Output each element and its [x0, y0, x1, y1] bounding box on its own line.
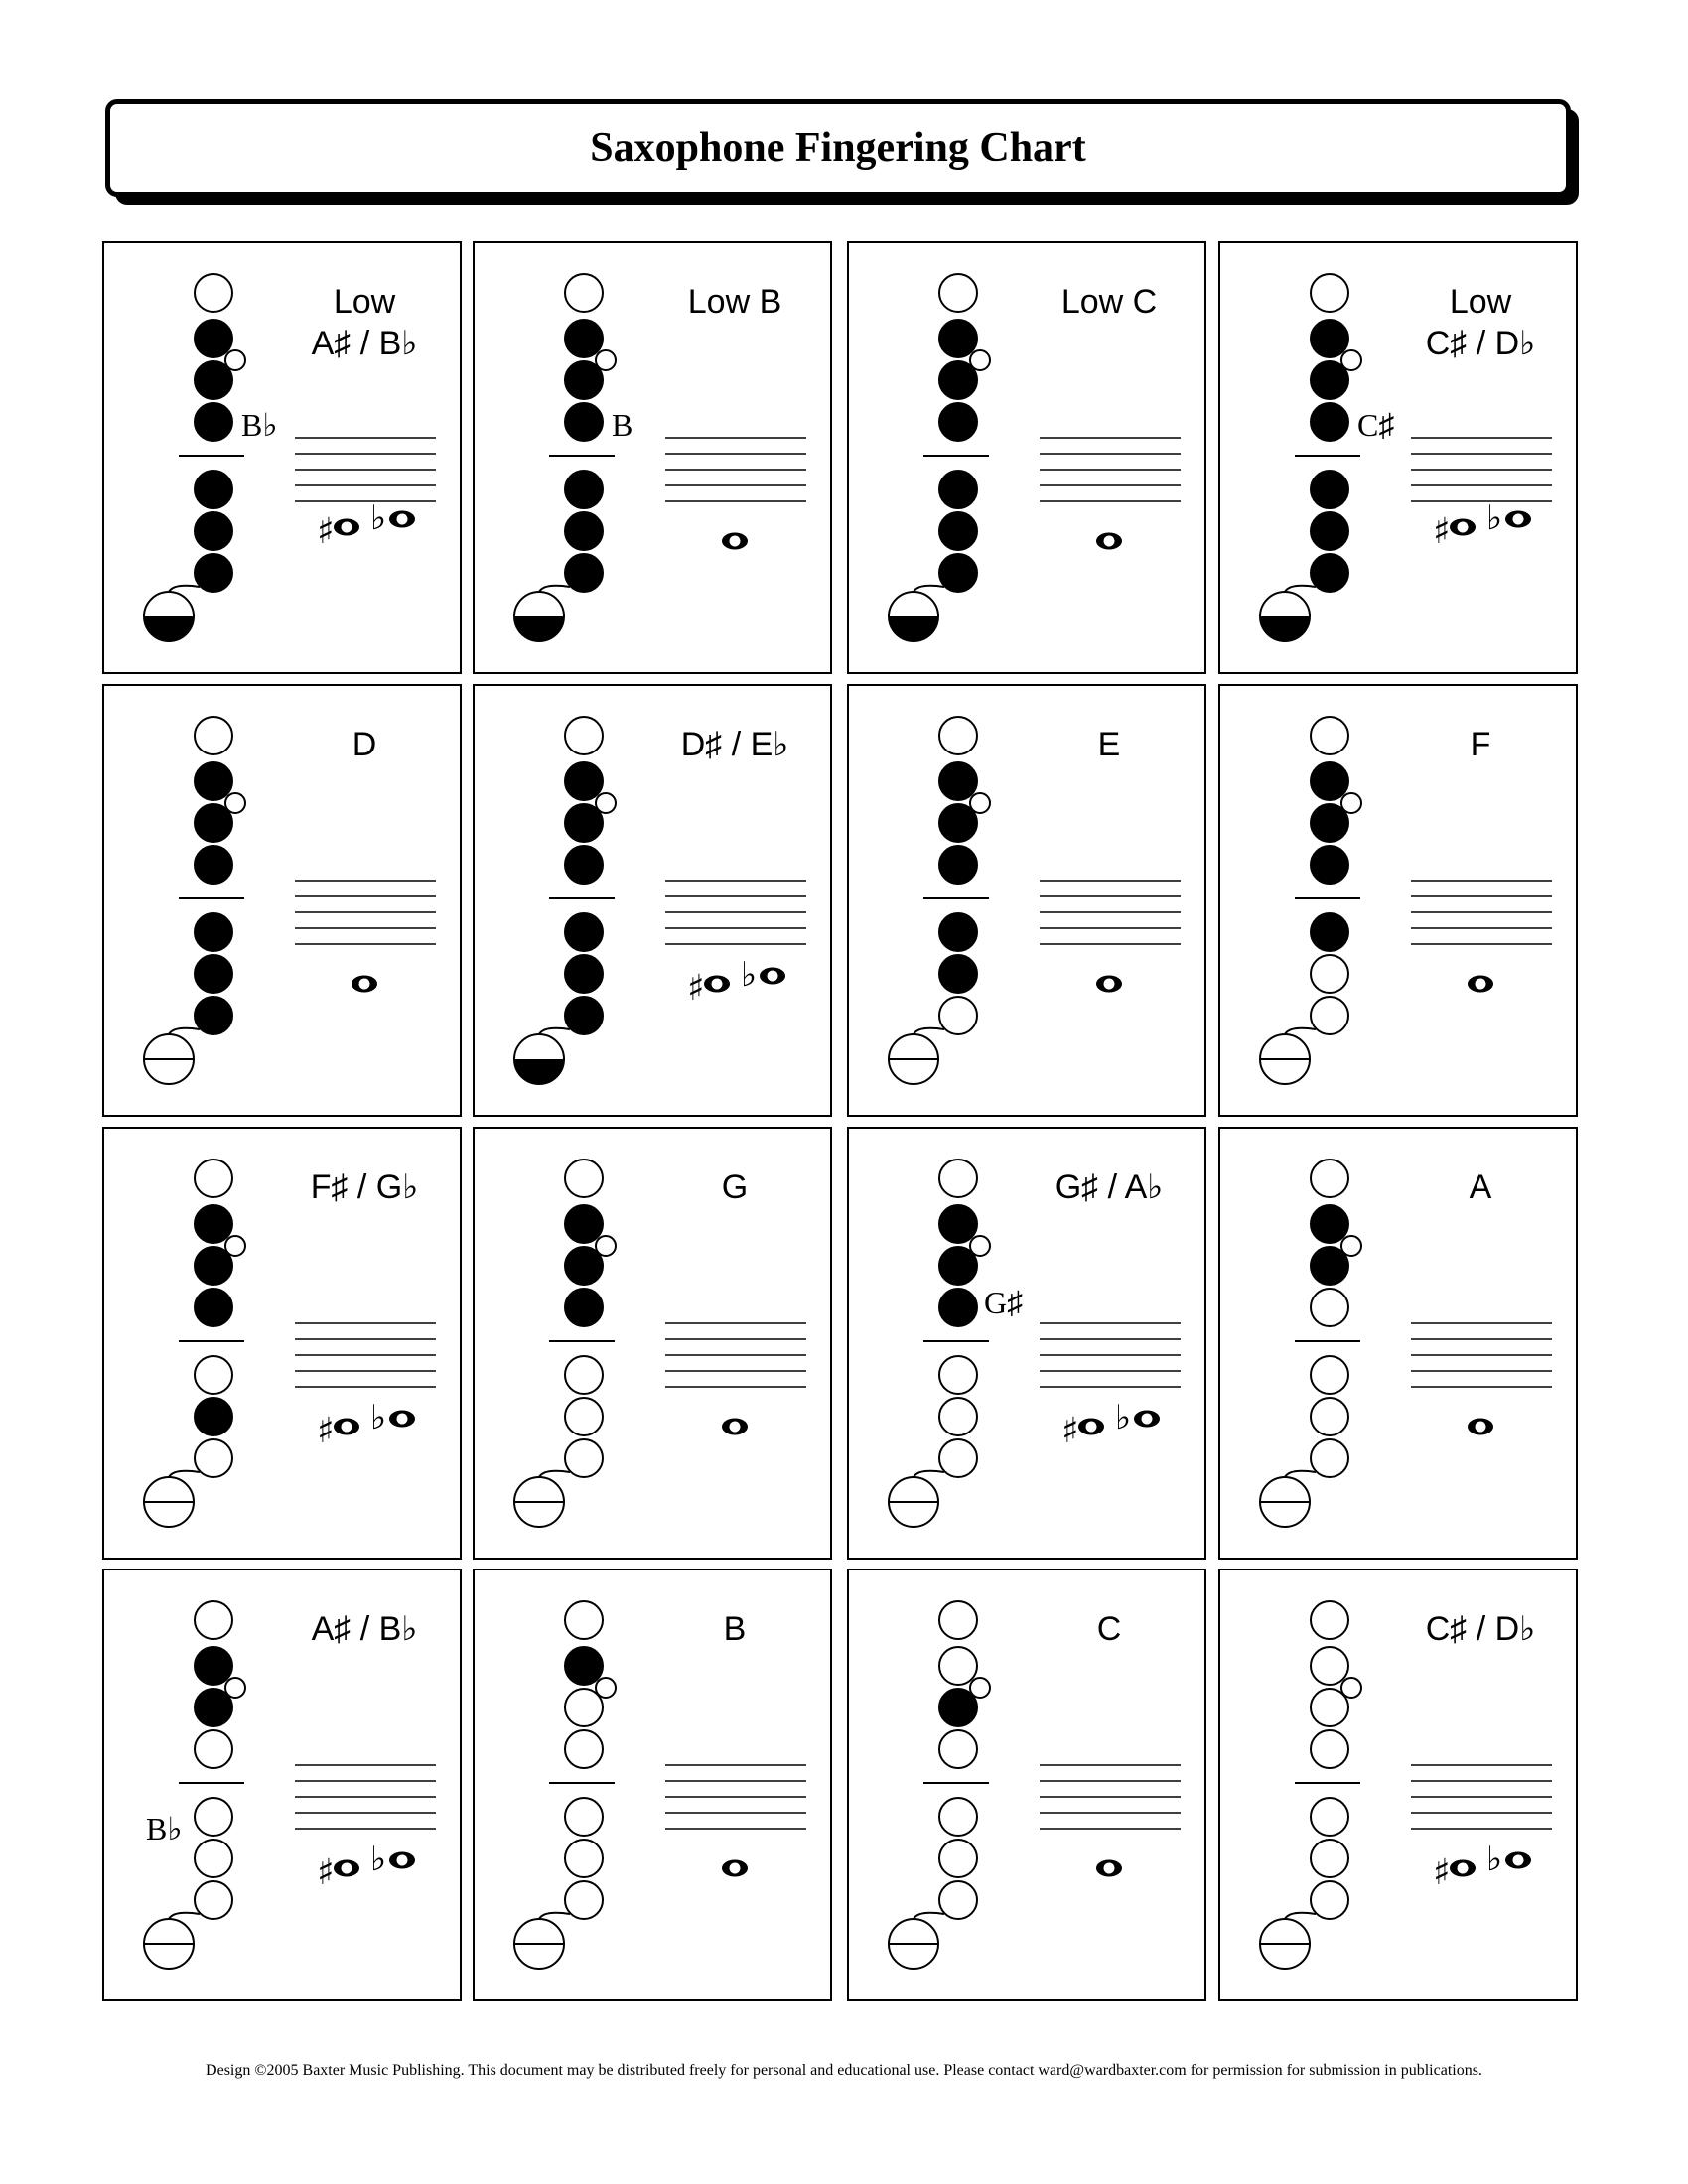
closed-key	[565, 846, 603, 884]
open-key	[939, 1881, 977, 1919]
whole-note	[1078, 1419, 1104, 1435]
open-key	[1311, 1730, 1348, 1768]
note-name-label: D♯ / E♭	[680, 726, 789, 763]
open-key	[1311, 1647, 1348, 1685]
note-name-label: Low	[1449, 283, 1512, 321]
open-key	[939, 1647, 977, 1685]
closed-key	[1311, 320, 1348, 357]
fingering-diagram	[849, 1570, 1208, 2003]
thumb-connector	[1285, 586, 1316, 592]
note-name-label: G♯ / A♭	[1055, 1168, 1164, 1206]
whole-note	[1468, 1419, 1493, 1435]
open-key	[1311, 997, 1348, 1034]
open-key	[1311, 1601, 1348, 1639]
fingering-card	[102, 241, 462, 674]
flat-symbol: ♭	[1115, 1398, 1132, 1437]
fingering-diagram	[849, 1129, 1208, 1562]
side-key	[970, 350, 990, 370]
open-key	[939, 1398, 977, 1435]
thumb-connector	[1285, 1471, 1316, 1477]
open-key	[565, 1398, 603, 1435]
note-name-label: B	[723, 1610, 747, 1648]
fingering-diagram	[104, 1129, 464, 1562]
fingering-diagram	[475, 243, 834, 676]
open-key	[565, 1356, 603, 1394]
fingering-card	[847, 241, 1206, 674]
open-key	[195, 1798, 232, 1836]
closed-key	[195, 1205, 232, 1243]
octave-key-half-fill	[514, 616, 564, 641]
side-key	[970, 1678, 990, 1698]
closed-key	[939, 955, 977, 993]
whole-note	[1450, 519, 1476, 536]
closed-key	[195, 1289, 232, 1326]
closed-key	[565, 762, 603, 800]
side-key	[596, 350, 616, 370]
thumb-connector	[539, 586, 570, 592]
thumb-connector	[169, 1913, 200, 1919]
side-key-label: C♯	[1357, 407, 1395, 443]
closed-key	[195, 554, 232, 592]
closed-key	[939, 320, 977, 357]
thumb-connector	[914, 1471, 944, 1477]
side-key-label: B♭	[146, 1811, 183, 1846]
open-key	[1311, 1356, 1348, 1394]
fingering-card	[473, 684, 832, 1117]
note-name-label: A♯ / B♭	[311, 325, 418, 362]
sharp-symbol: ♯	[317, 1852, 335, 1893]
sharp-symbol: ♯	[1433, 511, 1451, 552]
fingering-diagram	[104, 686, 464, 1119]
open-key	[565, 1881, 603, 1919]
open-key	[1311, 1798, 1348, 1836]
thumb-connector	[169, 1028, 200, 1034]
whole-note	[1096, 976, 1122, 993]
whole-note	[1505, 511, 1531, 528]
note-name-label: Low B	[687, 283, 782, 321]
side-key	[1341, 1678, 1361, 1698]
open-key	[1311, 1439, 1348, 1477]
closed-key	[939, 846, 977, 884]
closed-key	[939, 1205, 977, 1243]
closed-key	[1311, 1205, 1348, 1243]
open-key	[939, 1601, 977, 1639]
fingering-diagram	[104, 1570, 464, 2003]
note-name-label: G	[721, 1168, 749, 1206]
note-name-label: C♯ / D♭	[1425, 1610, 1536, 1648]
side-key	[1341, 1236, 1361, 1256]
note-name-label: A	[1469, 1168, 1492, 1206]
sharp-symbol: ♯	[317, 1411, 335, 1451]
closed-key	[565, 403, 603, 441]
whole-note	[334, 1860, 359, 1877]
thumb-connector	[914, 1028, 944, 1034]
open-key	[195, 1881, 232, 1919]
note-name-label: F	[1470, 726, 1491, 763]
open-key	[565, 274, 603, 312]
side-key	[225, 350, 245, 370]
side-key	[225, 1678, 245, 1698]
open-key	[939, 1439, 977, 1477]
thumb-connector	[539, 1913, 570, 1919]
flat-symbol: ♭	[741, 955, 758, 995]
closed-key	[1311, 762, 1348, 800]
whole-note	[1505, 1852, 1531, 1869]
closed-key	[565, 1647, 603, 1685]
thumb-connector	[539, 1471, 570, 1477]
octave-key-half-fill	[144, 616, 194, 641]
closed-key	[565, 955, 603, 993]
closed-key	[195, 955, 232, 993]
side-key	[970, 1236, 990, 1256]
open-key	[1311, 1840, 1348, 1877]
open-key	[939, 717, 977, 754]
open-key	[939, 997, 977, 1034]
sharp-symbol: ♯	[317, 511, 335, 552]
whole-note	[1468, 976, 1493, 993]
closed-key	[939, 403, 977, 441]
sharp-symbol: ♯	[1061, 1411, 1079, 1451]
open-key	[1311, 1881, 1348, 1919]
flat-symbol: ♭	[1486, 498, 1503, 538]
closed-key	[1311, 554, 1348, 592]
whole-note	[1134, 1411, 1160, 1428]
side-key-label: B	[612, 407, 633, 443]
fingering-card	[847, 684, 1206, 1117]
thumb-connector	[539, 1028, 570, 1034]
fingering-diagram	[475, 1129, 834, 1562]
closed-key	[195, 1647, 232, 1685]
flat-symbol: ♭	[370, 498, 387, 538]
fingering-diagram	[1220, 1129, 1580, 1562]
open-key	[939, 1798, 977, 1836]
side-key	[1341, 793, 1361, 813]
open-key	[195, 1160, 232, 1197]
open-key	[1311, 1289, 1348, 1326]
closed-key	[565, 320, 603, 357]
closed-key	[195, 762, 232, 800]
closed-key	[1311, 471, 1348, 508]
open-key	[939, 1160, 977, 1197]
fingering-diagram	[475, 1570, 834, 2003]
closed-key	[565, 471, 603, 508]
closed-key	[195, 512, 232, 550]
thumb-connector	[169, 1471, 200, 1477]
open-key	[939, 1730, 977, 1768]
fingering-diagram	[475, 686, 834, 1119]
fingering-diagram	[104, 243, 464, 676]
note-name-label: F♯ / G♭	[310, 1168, 419, 1206]
open-key	[1311, 717, 1348, 754]
open-key	[565, 1840, 603, 1877]
note-name-label: C♯ / D♭	[1425, 325, 1536, 362]
thumb-connector	[1285, 1028, 1316, 1034]
open-key	[565, 1160, 603, 1197]
open-key	[565, 1601, 603, 1639]
open-key	[195, 1601, 232, 1639]
side-key	[596, 793, 616, 813]
fingering-card	[1218, 1569, 1578, 2001]
note-name-label: Low	[333, 283, 396, 321]
whole-note	[352, 976, 377, 993]
closed-key	[939, 471, 977, 508]
note-name-label: C	[1096, 1610, 1122, 1648]
closed-key	[195, 320, 232, 357]
fingering-card	[473, 1569, 832, 2001]
sharp-symbol: ♯	[1433, 1852, 1451, 1893]
side-key	[1341, 350, 1361, 370]
open-key	[565, 1730, 603, 1768]
fingering-card	[1218, 241, 1578, 674]
closed-key	[565, 554, 603, 592]
whole-note	[389, 511, 415, 528]
open-key	[195, 1356, 232, 1394]
closed-key	[1311, 846, 1348, 884]
thumb-connector	[169, 586, 200, 592]
side-key-label: G♯	[984, 1285, 1024, 1320]
fingering-card	[1218, 1127, 1578, 1560]
octave-key-half-fill	[889, 616, 938, 641]
closed-key	[195, 846, 232, 884]
note-name-label: D	[352, 726, 377, 763]
fingering-card	[1218, 684, 1578, 1117]
thumb-connector	[1285, 1913, 1316, 1919]
closed-key	[565, 1205, 603, 1243]
open-key	[565, 1798, 603, 1836]
closed-key	[565, 913, 603, 951]
whole-note	[1096, 1860, 1122, 1877]
whole-note	[722, 1419, 748, 1435]
closed-key	[565, 512, 603, 550]
open-key	[195, 1730, 232, 1768]
fingering-diagram	[849, 243, 1208, 676]
fingering-card	[473, 1127, 832, 1560]
fingering-card	[847, 1569, 1206, 2001]
whole-note	[1096, 533, 1122, 550]
note-name-label: A♯ / B♭	[311, 1610, 418, 1648]
closed-key	[939, 1289, 977, 1326]
open-key	[939, 1356, 977, 1394]
side-key-label: B♭	[241, 407, 278, 443]
fingering-diagram	[1220, 1570, 1580, 2003]
fingering-card	[102, 1569, 462, 2001]
open-key	[195, 274, 232, 312]
fingering-card	[473, 241, 832, 674]
closed-key	[1311, 913, 1348, 951]
open-key	[565, 1439, 603, 1477]
closed-key	[195, 1398, 232, 1435]
fingering-card	[847, 1127, 1206, 1560]
octave-key-half-fill	[514, 1059, 564, 1084]
open-key	[1311, 1398, 1348, 1435]
octave-key-half-fill	[1260, 616, 1310, 641]
sharp-symbol: ♯	[687, 968, 705, 1009]
whole-note	[389, 1411, 415, 1428]
thumb-connector	[914, 586, 944, 592]
flat-symbol: ♭	[370, 1398, 387, 1437]
closed-key	[565, 997, 603, 1034]
fingering-diagram	[849, 686, 1208, 1119]
fingering-diagram	[1220, 243, 1580, 676]
open-key	[565, 717, 603, 754]
open-key	[195, 1439, 232, 1477]
whole-note	[722, 533, 748, 550]
whole-note	[704, 976, 730, 993]
side-key	[225, 1236, 245, 1256]
closed-key	[939, 913, 977, 951]
closed-key	[939, 762, 977, 800]
page-title: Saxophone Fingering Chart	[590, 125, 1086, 171]
closed-key	[1311, 512, 1348, 550]
side-key	[596, 1236, 616, 1256]
open-key	[1311, 274, 1348, 312]
whole-note	[334, 519, 359, 536]
flat-symbol: ♭	[370, 1840, 387, 1879]
fingering-diagram	[1220, 686, 1580, 1119]
closed-key	[1311, 403, 1348, 441]
open-key	[195, 1840, 232, 1877]
open-key	[1311, 955, 1348, 993]
flat-symbol: ♭	[1486, 1840, 1503, 1879]
fingering-card	[102, 684, 462, 1117]
closed-key	[195, 913, 232, 951]
whole-note	[760, 968, 785, 985]
whole-note	[389, 1852, 415, 1869]
open-key	[939, 274, 977, 312]
thumb-connector	[914, 1913, 944, 1919]
note-name-label: Low C	[1060, 283, 1158, 321]
closed-key	[195, 997, 232, 1034]
whole-note	[1450, 1860, 1476, 1877]
open-key	[195, 717, 232, 754]
whole-note	[334, 1419, 359, 1435]
closed-key	[939, 554, 977, 592]
open-key	[939, 1840, 977, 1877]
side-key	[225, 793, 245, 813]
closed-key	[565, 1289, 603, 1326]
whole-note	[722, 1860, 748, 1877]
side-key	[970, 793, 990, 813]
footer-copyright: Design ©2005 Baxter Music Publishing. This document may be distributed freely for personal and educational use. Please contact ward@wardbaxter.com for permission for submission in publications.	[206, 2062, 1482, 2079]
closed-key	[939, 512, 977, 550]
note-name-label: E	[1097, 726, 1121, 763]
closed-key	[195, 471, 232, 508]
open-key	[1311, 1160, 1348, 1197]
side-key	[596, 1678, 616, 1698]
fingering-card	[102, 1127, 462, 1560]
title-box	[105, 99, 1571, 197]
closed-key	[195, 403, 232, 441]
